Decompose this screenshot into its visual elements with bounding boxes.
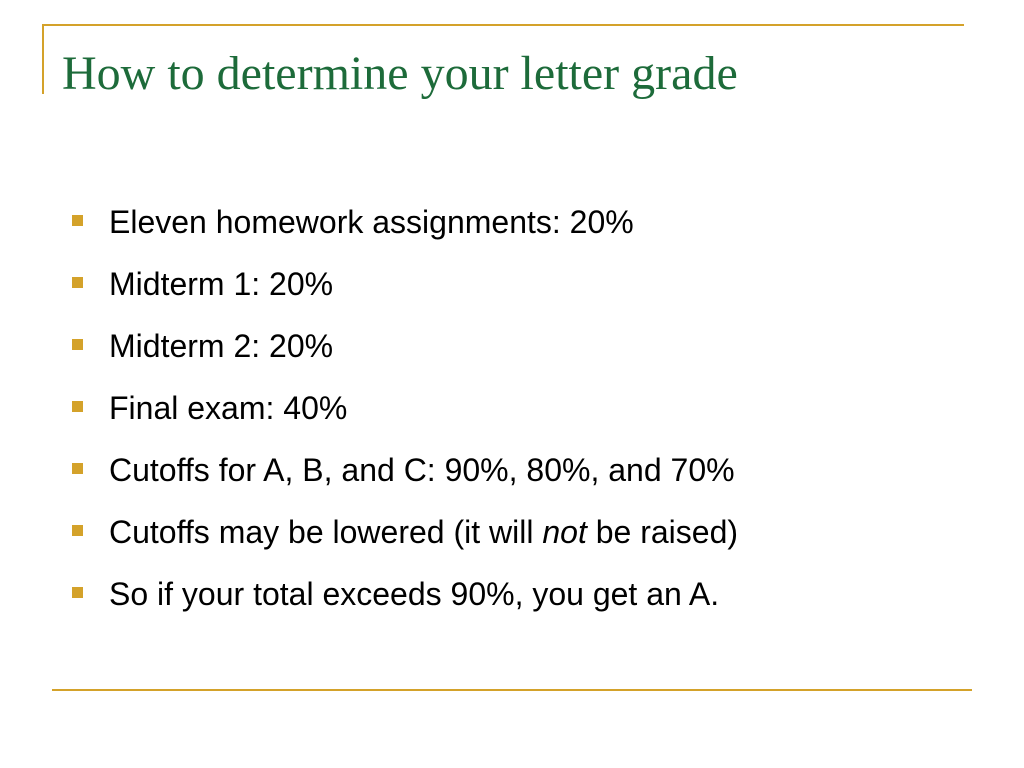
square-bullet-icon [72,525,83,536]
square-bullet-icon [72,401,83,412]
bullet-text: Final exam: 40% [109,390,348,426]
bullet-text-before: Cutoffs may be lowered (it will [109,514,543,550]
slide-title: How to determine your letter grade [62,47,738,100]
bullet-text [109,502,738,562]
square-bullet-icon [72,339,83,350]
bullet-text: So if your total exceeds 90%, you get an A. [109,576,720,612]
bullet-text: Midterm 1: 20% [109,266,334,302]
bullet-text: Midterm 2: 20% [109,328,334,364]
bottom-frame-line [52,689,972,691]
square-bullet-icon [72,463,83,474]
left-frame-line [42,24,44,94]
bullet-text: Eleven homework assignments: 20% [109,204,634,240]
square-bullet-icon [72,215,83,226]
bullet-text: Cutoffs for A, B, and C: 90%, 80%, and 70% [109,452,735,488]
bullet-text-emphasis: not [542,514,587,550]
top-frame-line [42,24,964,26]
bullet-text-after: be raised) [586,514,739,550]
square-bullet-icon [72,277,83,288]
square-bullet-icon [72,587,83,598]
